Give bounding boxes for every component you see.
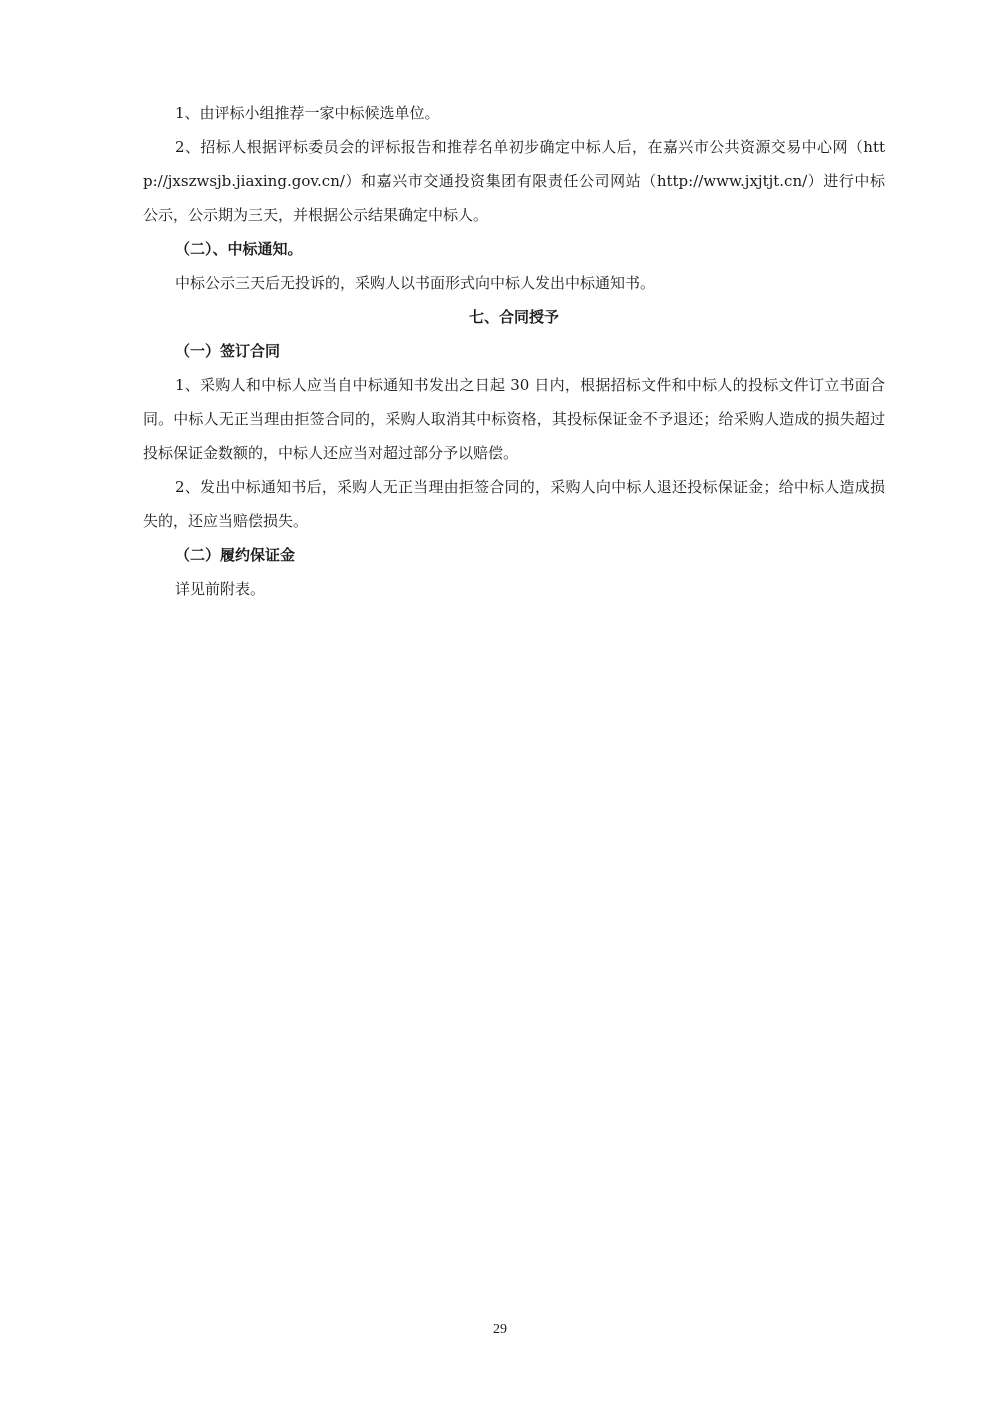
paragraph-see-attached-table: 详见前附表。 [175, 580, 266, 598]
page-body [143, 96, 885, 606]
paragraph-contract-signing: 1、采购人和中标人应当自中标通知书发出之日起 30 日内，根据招标文件和中标人的投标文件订立书面合同。中标人无正当理由拒签合同的，采购人取消其中标资格，其投标保证金不予退还；给采购人造成的损失超过投标保证金数额的，中标人还应当对超过部分予以赔偿。 [143, 376, 885, 462]
heading-bid-notice: （二）、中标通知。 [175, 240, 303, 258]
page-number: 29 [493, 1322, 507, 1337]
heading-performance-bond: （二）履约保证金 [175, 546, 296, 564]
paragraph-refuse-contract: 2、发出中标通知书后，采购人无正当理由拒签合同的，采购人向中标人退还投标保证金；给中标人造成损失的，还应当赔偿损失。 [143, 478, 885, 530]
section-title-contract-award: 七、合同授予 [468, 308, 559, 326]
paragraph-recommend-candidate: 1、由评标小组推荐一家中标候选单位。 [175, 104, 440, 122]
heading-sign-contract: （一）签订合同 [175, 342, 281, 360]
paragraph-notice-issuance: 中标公示三天后无投诉的，采购人以书面形式向中标人发出中标通知书。 [175, 274, 656, 292]
paragraph-determine-winner: 2、招标人根据评标委员会的评标报告和推荐名单初步确定中标人后，在嘉兴市公共资源交易中心网（http://jxszwsjb.jiaxing.gov.cn/）和嘉兴市交通投资集团有限责任公司网站（http://www.jxjtjt.cn/）进行中标公示，公示期为三天，并根据公示结果确定中标人。 [143, 138, 885, 224]
